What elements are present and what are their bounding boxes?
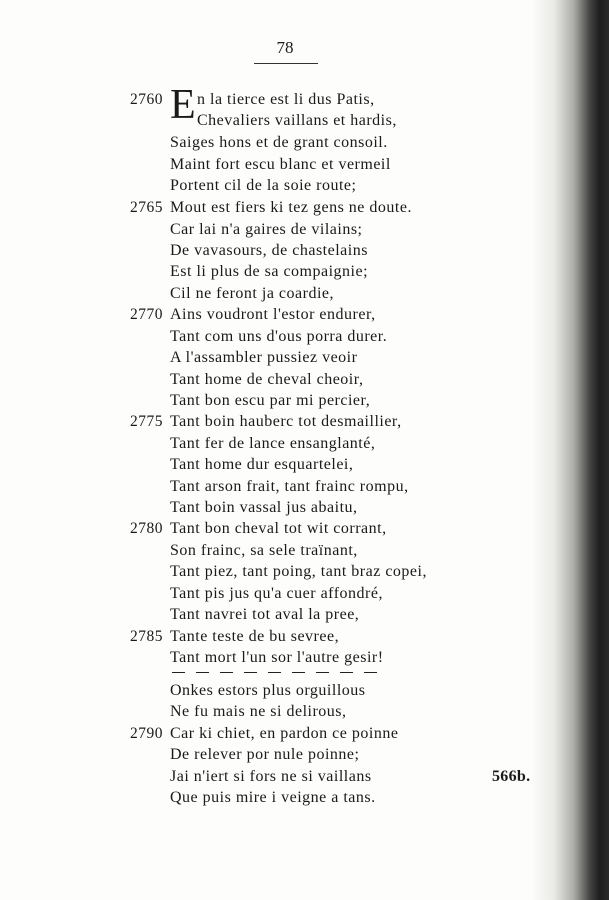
verse-text: Car ki chiet, en pardon ce poinne bbox=[170, 725, 399, 742]
verse-text: Tant com uns d'ous porra durer. bbox=[170, 328, 388, 345]
dash bbox=[364, 672, 377, 673]
verse-text: Tant bon cheval tot wit corrant, bbox=[170, 520, 387, 537]
page-number: 78 bbox=[276, 38, 294, 57]
verse-text: Tant navrei tot aval la pree, bbox=[170, 606, 360, 623]
margin-note: 566b. bbox=[492, 768, 531, 785]
verse-text: Chevaliers vaillans et hardis, bbox=[197, 112, 397, 129]
dash bbox=[292, 672, 305, 673]
verse-text: Mout est fiers ki tez gens ne doute. bbox=[170, 199, 412, 216]
line-number: 2760 bbox=[130, 91, 163, 108]
verse-text: Tant bon escu par mi percier, bbox=[170, 392, 371, 409]
verse-text: Ne fu mais ne si delirous, bbox=[170, 703, 347, 720]
verse-text: Portent cil de la soie route; bbox=[170, 177, 357, 194]
verse-text: Tant fer de lance ensanglanté, bbox=[170, 435, 376, 452]
line-number: 2790 bbox=[130, 725, 163, 742]
dash bbox=[268, 672, 281, 673]
verse-text: Jai n'iert si fors ne si vaillans bbox=[170, 768, 372, 785]
dash bbox=[244, 672, 257, 673]
dash bbox=[316, 672, 329, 673]
verse-text: n la tierce est li dus Patis, bbox=[197, 91, 375, 108]
verse-text: De vavasours, de chastelains bbox=[170, 242, 368, 259]
verse-text: Que puis mire i veigne a tans. bbox=[170, 789, 376, 806]
dash bbox=[340, 672, 353, 673]
line-number: 2765 bbox=[130, 199, 163, 216]
verse-text: Tante teste de bu sevree, bbox=[170, 628, 340, 645]
verse-text: Tant arson frait, tant frainc rompu, bbox=[170, 478, 409, 495]
line-number: 2770 bbox=[130, 306, 163, 323]
verse-text: Tant home de cheval cheoir, bbox=[170, 371, 364, 388]
verse-text: Saiges hons et de grant consoil. bbox=[170, 134, 388, 151]
dash bbox=[196, 672, 209, 673]
line-number: 2775 bbox=[130, 413, 163, 430]
page-number-rule bbox=[254, 63, 318, 64]
verse-text: Tant boin hauberc tot desmaillier, bbox=[170, 413, 402, 430]
verse-text: Maint fort escu blanc et vermeil bbox=[170, 156, 391, 173]
verse-text: Tant pis jus qu'a cuer affondré, bbox=[170, 585, 383, 602]
verse-text: Onkes estors plus orguillous bbox=[170, 682, 366, 699]
verse-text: A l'assambler pussiez veoir bbox=[170, 349, 358, 366]
dash bbox=[172, 672, 185, 673]
verse-text: Ains voudront l'estor endurer, bbox=[170, 306, 376, 323]
page-gutter-shadow bbox=[531, 0, 609, 900]
drop-cap: E bbox=[170, 82, 196, 128]
dash bbox=[220, 672, 233, 673]
verse-text: Est li plus de sa compaignie; bbox=[170, 263, 369, 280]
verse-text: Tant piez, tant poing, tant braz copei, bbox=[170, 563, 427, 580]
verse-text: Car lai n'a gaires de vilains; bbox=[170, 221, 363, 238]
verse-text: Tant mort l'un sor l'autre gesir! bbox=[170, 649, 384, 666]
verse-text: De relever por nule poinne; bbox=[170, 746, 360, 763]
verse-text: Tant boin vassal jus abaitu, bbox=[170, 499, 358, 516]
line-number: 2785 bbox=[130, 628, 163, 645]
line-number: 2780 bbox=[130, 520, 163, 537]
verse-text: Cil ne feront ja coardie, bbox=[170, 285, 334, 302]
verse-text: Son frainc, sa sele traïnant, bbox=[170, 542, 358, 559]
lacuna-dashes bbox=[172, 665, 377, 679]
verse-text: Tant home dur esquartelei, bbox=[170, 456, 354, 473]
